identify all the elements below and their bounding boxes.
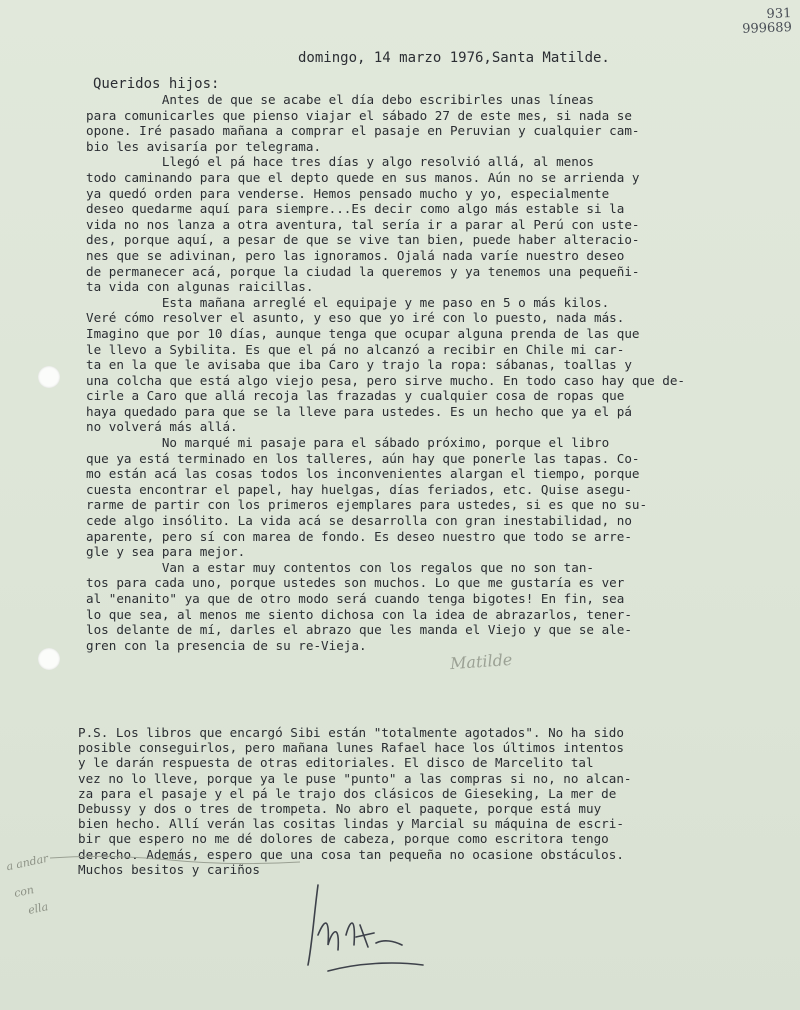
margin-note: con: [12, 883, 36, 900]
paragraph: Van a estar muy contentos con los regalos que no son tan- tos para cada uno, porque ustedes son muchos. Lo que me gustaría es ver al "enanito" ya que de otro modo será cuando tenga bigotes! En fin, sea lo que sea, al menos me siento dichosa con la idea de abrazarlos, tener- los delante de mí, darles el abrazo que les manda el Viejo y que se ale- gren con la presencia de su re-Vieja.: [86, 559, 632, 653]
archive-number-line2: 999689: [742, 20, 793, 37]
handwritten-signature: [298, 875, 428, 975]
punch-hole-bottom: [38, 648, 60, 670]
archive-number-line1: 931: [766, 6, 792, 23]
paragraph: Esta mañana arreglé el equipaje y me paso en 5 o más kilos. Veré cómo resolver el asunto, y eso que yo iré con lo puesto, nada más. Imagino que por 10 días, aunque tenga que ocupar alguna prenda de las que le llevo a Sybilita. Es que el pá no alcanzó a recibir en Chile mi car- ta en la que le avisaba que iba Caro y trajo la ropa: sábanas, toallas y una colcha que está algo viejo pesa, pero sirve mucho. En todo caso hay que de- cirle a Caro que allá recoja las frazadas y cualquier cosa de ropas que haya quedado para que se la lleve para ustedes. Es un hecho que ya el pá no volverá más allá.: [86, 294, 685, 435]
postscript-text: P.S. Los libros que encargó Sibi están "totalmente agotados". No ha sido posible conseguirlos, pero mañana lunes Rafael hace los últimos intentos y le darán respuesta de otras editoriales. El disco de Marcelito tal vez no lo lleve, porque ya le puse "punto" a las compras si no, no alcan- za para el pasaje y el pá le trajo dos clásicos de Gieseking, La mer de Debussy y dos o tres de trompeta. No abro el paquete, porque está muy bien hecho. Allí verán las cositas lindas y Marcial su máquina de escri- bir que espero no me dé dolores de cabeza, porque como escritora tengo derecho. Además, espero que una cosa tan pequeña no ocasione obstáculos. Muchos besitos y cariños: [78, 725, 632, 877]
letter-body: [86, 92, 776, 653]
paragraph: Antes de que se acabe el día debo escribirles unas líneas para comunicarles que pienso viajar el sábado 27 de este mes, si nada se opone. Iré pasado mañana a comprar el pasaje en Peruvian y cualquier cam- bio les avisaría por telegrama.: [86, 92, 640, 154]
punch-hole-top: [38, 366, 60, 388]
margin-bracket-line: [50, 840, 310, 900]
archive-number: [742, 7, 793, 37]
pencil-mark: Matilde: [449, 649, 513, 674]
margin-note: a andar: [5, 851, 50, 874]
letter-dateline: domingo, 14 marzo 1976,Santa Matilde.: [298, 50, 610, 66]
paragraph: Llegó el pá hace tres días y algo resolvió allá, al menos todo caminando para que el depto quede en sus manos. Aún no se arrienda y ya quedó orden para venderse. Hemos pensado mucho y yo, especialmente deseo quedarme aquí para siempre...Es decir como algo más estable si la vida no nos lanza a otra aventura, tal sería ir a parar al Perú con uste- des, porque aquí, a pesar de que se vive tan bien, puede haber alteracio- nes que se adivinan, pero las ignoramos. Ojalá nada varíe nuestro deseo de permanecer acá, porque la ciudad la queremos y ya tenemos una pequeñi- ta vida con algunas raicillas.: [86, 154, 640, 295]
paragraph: No marqué mi pasaje para el sábado próximo, porque el libro que ya está terminado en los talleres, aún hay que ponerle las tapas. Co- mo están acá las cosas todos los inconvenientes alargan el tiempo, porque cuesta encontrar el papel, hay huelgas, días feriados, etc. Quise asegu- rarme de partir con los primeros ejemplares para ustedes, si es que no su- cede algo insólito. La vida acá se desarrolla con gran inestabilidad, no aparente, pero sí con marea de fondo. Es deseo nuestro que todo se arre- gle y sea para mejor.: [86, 435, 648, 560]
letter-greeting: Queridos hijos:: [93, 76, 220, 92]
margin-note: ella: [26, 900, 50, 917]
